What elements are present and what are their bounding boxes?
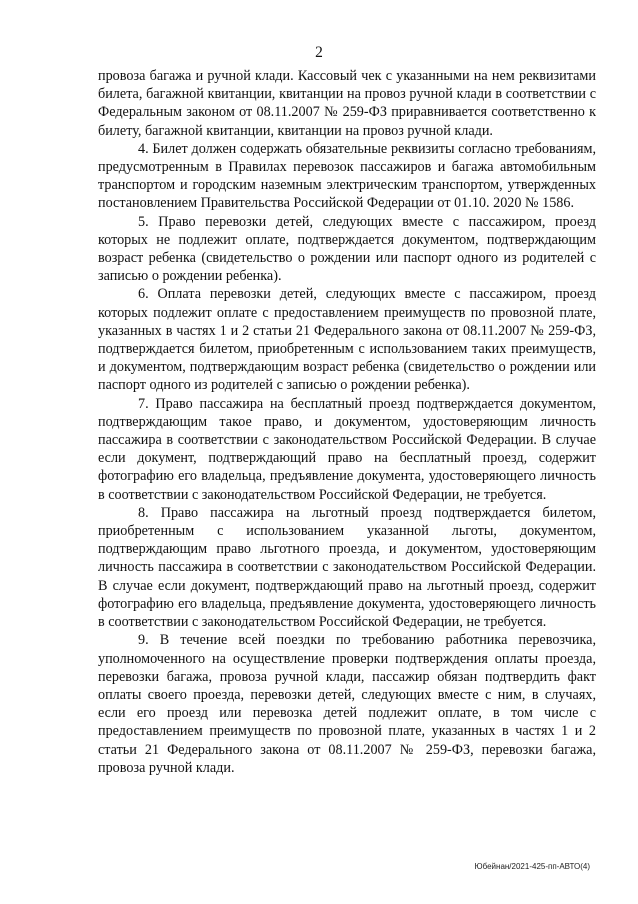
continuation-paragraph: провоза багажа и ручной клади. Кассовый чек с указанными на нем реквизитами билета, багажной квитанции, квитанции на провоз ручной клади в соответствии с Федеральным законом от 08.11.2007 № 259-ФЗ приравнивается соответственно к билету, багажной квитанции, квитанции на провоз ручной клади.: [98, 68, 596, 139]
paragraph-8: 8. Право пассажира на льготный проезд подтверждается билетом, приобретенным с использованием указанной льготы, документом, подтверждающим право льготного проезда, и документом, удостоверяющим личность пассажира в соответствии с законодательством Российской Федерации. В случае если документ, подтверждающий право на льготный проезд, содержит фотографию его владельца, предъявление документа, удостоверяющего личность в соответствии с законодательством Российской Федерации, не требуется.: [98, 504, 596, 631]
paragraph-6: 6. Оплата перевозки детей, следующих вместе с пассажиром, проезд которых подлежит оплате с предоставлением преимуществ по провозной плате, указанных в частях 1 и 2 статьи 21 Федерального закона от 08.11.2007 № 259-ФЗ, подтверждается билетом, приобретенным с использованием таких преимуществ, и документом, подтверждающим возраст ребенка (свидетельство о рождении или паспорт одного из родителей с записью о рождении ребенка).: [98, 286, 596, 394]
paragraph-9: 9. В течение всей поездки по требованию работника перевозчика, уполномоченного на осуществление проверки подтверждения оплаты проезда, перевозки багажа, провоза ручной клади, пассажир обязан подтвердить факт оплаты своего проезда, перевозки детей, следующих вместе с ним, в случаях, если его проезд или перевозка детей подлежит оплате, в том числе с предоставлением преимуществ по провозной плате, указанных в частях 1 и 2 статьи 21 Федерального закона от 08.11.2007 № 259-ФЗ, перевозки багажа, провоза ручной клади.: [98, 632, 596, 776]
footer-document-code: Юбейнан/2021-425-пп-АВТО(4): [474, 862, 590, 871]
paragraph-7: 7. Право пассажира на бесплатный проезд подтверждается документом, подтверждающим такое право, и документом, удостоверяющим личность пассажира в соответствии с законодательством Российской Федерации. В случае если документ, подтверждающий право на бесплатный проезд, содержит фотографию его владельца, предъявление документа, удостоверяющего личность в соответствии с законодательством Российской Федерации, не требуется.: [98, 395, 596, 503]
document-body: [98, 67, 596, 777]
paragraph-4: 4. Билет должен содержать обязательные реквизиты согласно требованиям, предусмотренным в Правилах перевозок пассажиров и багажа автомобильным транспортом и городским наземным электрическим транспортом, утвержденных постановлением Правительства Российской Федерации от 01.10. 2020 № 1586.: [98, 140, 596, 212]
page-number: 2: [315, 44, 323, 61]
paragraph-5: 5. Право перевозки детей, следующих вместе с пассажиром, проезд которых не подлежит оплате, подтверждается документом, подтверждающим возраст ребенка (свидетельство о рождении или паспорт одного из родителей с записью о рождении ребенка).: [98, 213, 596, 285]
